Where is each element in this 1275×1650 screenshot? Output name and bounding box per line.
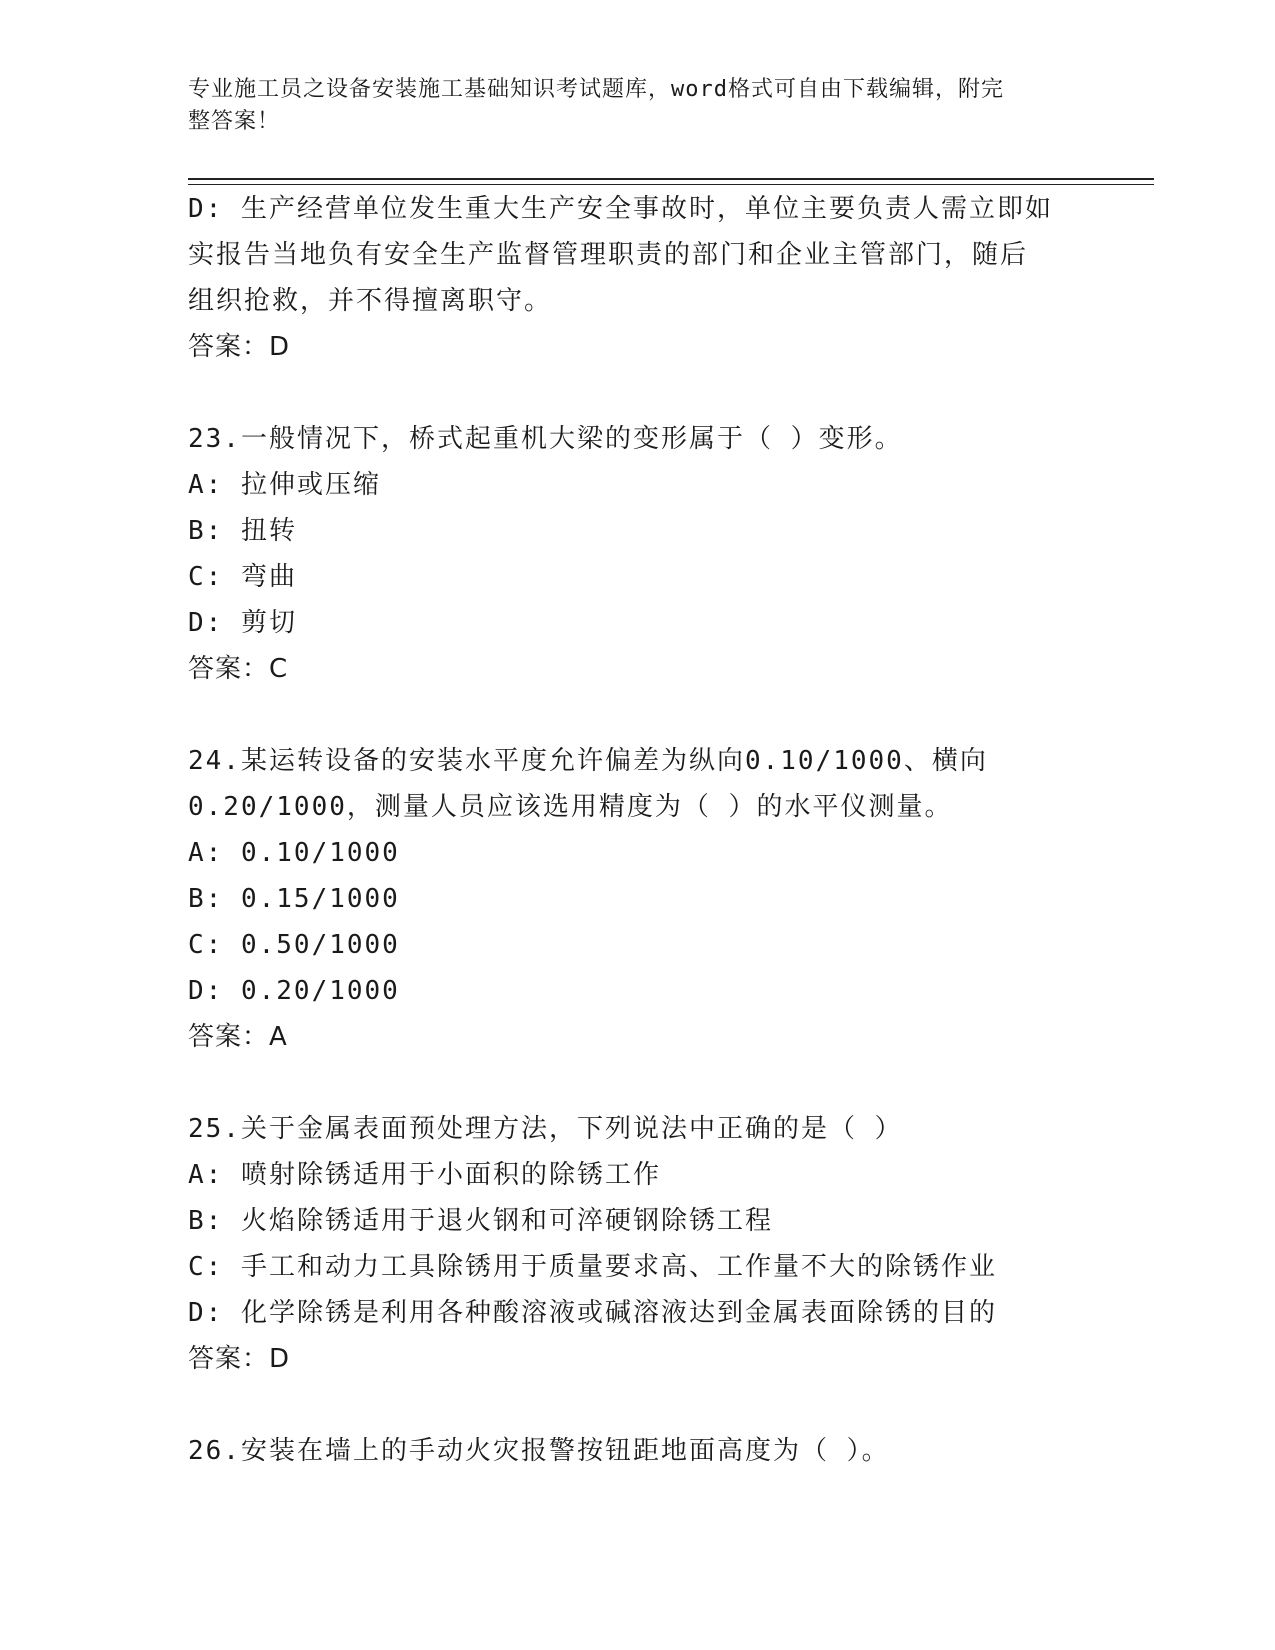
document-header (188, 74, 1068, 138)
question-stem: 24.某运转设备的安装水平度允许偏差为纵向0.10/1000、横向 (188, 746, 988, 776)
header-line: 专业施工员之设备安装施工基础知识考试题库，word格式可自由下载编辑，附完 (188, 77, 1004, 102)
previous-question-continuation (188, 186, 1088, 370)
question-25 (188, 1106, 1088, 1382)
answer-line: 答案：D (188, 1344, 291, 1374)
header-divider-thin (188, 184, 1154, 185)
answer-line: 答案：C (188, 654, 289, 684)
option-text: 组织抢救，并不得擅离职守。 (188, 286, 553, 316)
option-d: D: 剪切 (188, 608, 297, 638)
option-a: A: 0.10/1000 (188, 838, 400, 868)
header-line: 整答案！ (188, 109, 281, 134)
question-stem: 25.关于金属表面预处理方法，下列说法中正确的是（ ） (188, 1114, 903, 1144)
question-stem: 26.安装在墙上的手动火灾报警按钮距地面高度为（ ）。 (188, 1436, 890, 1466)
spacer (188, 692, 1088, 738)
option-c: C: 弯曲 (188, 562, 297, 592)
spacer (188, 1060, 1088, 1106)
header-divider (188, 178, 1154, 180)
option-c: C: 手工和动力工具除锈用于质量要求高、工作量不大的除锈作业 (188, 1252, 997, 1282)
option-d: D: 0.20/1000 (188, 976, 400, 1006)
option-c: C: 0.50/1000 (188, 930, 400, 960)
question-24 (188, 738, 1088, 1060)
spacer (188, 370, 1088, 416)
answer-line: 答案：D (188, 332, 291, 362)
question-stem: 0.20/1000，测量人员应该选用精度为（ ）的水平仪测量。 (188, 792, 953, 822)
option-a: A: 喷射除锈适用于小面积的除锈工作 (188, 1160, 661, 1190)
question-26 (188, 1428, 1088, 1474)
spacer (188, 1382, 1088, 1428)
option-b: B: 火焰除锈适用于退火钢和可淬硬钢除锈工程 (188, 1206, 773, 1236)
answer-line: 答案：A (188, 1022, 288, 1052)
question-23 (188, 416, 1088, 692)
option-b: B: 0.15/1000 (188, 884, 400, 914)
option-text: D: 生产经营单位发生重大生产安全事故时，单位主要负责人需立即如 (188, 194, 1053, 224)
question-stem: 23.一般情况下，桥式起重机大梁的变形属于（ ）变形。 (188, 424, 903, 454)
option-a: A: 拉伸或压缩 (188, 470, 381, 500)
option-d: D: 化学除锈是利用各种酸溶液或碱溶液达到金属表面除锈的目的 (188, 1298, 997, 1328)
option-text: 实报告当地负有安全生产监督管理职责的部门和企业主管部门，随后 (188, 240, 1029, 270)
question-content (188, 186, 1088, 1474)
option-b: B: 扭转 (188, 516, 297, 546)
